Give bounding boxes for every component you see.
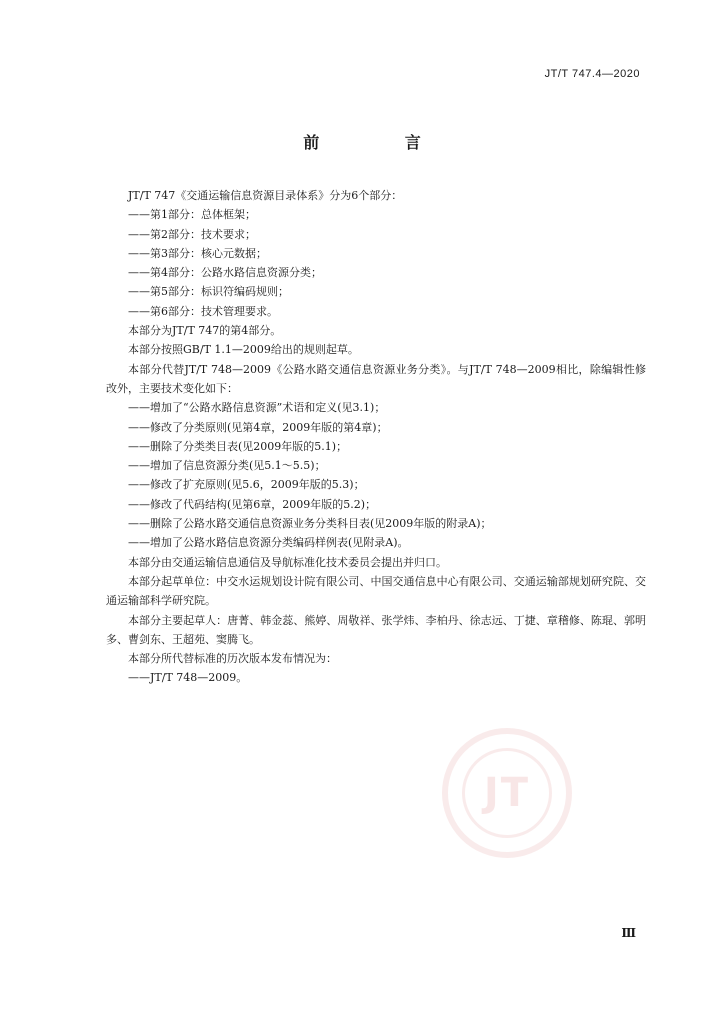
page-number: Ⅲ: [621, 926, 636, 940]
seal-text: JT: [483, 770, 531, 816]
part-item: ——第5部分：标识符编码规则；: [128, 285, 289, 299]
foreword-body: [106, 186, 646, 688]
change-item: ——修改了分类原则(见第4章，2009年版的第4章)；: [128, 420, 388, 434]
drafters-paragraph: 本部分主要起草人：唐菁、韩金蕊、熊婷、周敬祥、张学炜、李柏丹、徐志远、丁捷、章稽修、陈琨、郭明多、曹剑东、王超苑、窦腾飞。: [106, 613, 646, 646]
part-item: ——第2部分：技术要求；: [128, 227, 256, 241]
history-item: ——JT/T 748—2009。: [128, 671, 248, 685]
part-item: ——第1部分：总体框架；: [128, 208, 256, 222]
change-item: ——删除了分类类目表(见2009年版的5.1)；: [128, 439, 348, 453]
change-item: ——增加了“公路水路信息资源”术语和定义(见3.1)；: [128, 401, 386, 415]
drafting-units-paragraph: 本部分起草单位：中交水运规划设计院有限公司、中国交通信息中心有限公司、交通运输部规划研究院、交通运输部科学研究院。: [106, 574, 646, 608]
part-statement: 本部分为JT/T 747的第4部分。: [128, 324, 282, 338]
seal-inner-ring: [462, 748, 552, 838]
intro-line: JT/T 747《交通运输信息资源目录体系》分为6个部分：: [128, 189, 403, 202]
proposer-statement: 本部分由交通运输信息通信及导航标准化技术委员会提出并归口。: [128, 555, 447, 569]
jt-seal-watermark: [442, 728, 572, 858]
change-item: ——修改了扩充原则(见5.6，2009年版的5.3)；: [128, 478, 365, 492]
drafting-rule-statement: 本部分按照GB/T 1.1—2009给出的规则起草。: [128, 343, 359, 357]
part-item: ——第4部分：公路水路信息资源分类；: [128, 266, 322, 280]
history-intro: 本部分所代替标准的历次版本发布情况为：: [128, 652, 337, 666]
replacement-paragraph: 本部分代替JT/T 748—2009《公路水路交通信息资源业务分类》。与JT/T 748—2009相比，除编辑性修改外，主要技术变化如下：: [106, 362, 646, 395]
change-item: ——修改了代码结构(见第6章，2009年版的5.2)；: [128, 497, 377, 511]
page-title: 前 言: [303, 133, 461, 152]
change-item: ——删除了公路水路交通信息资源业务分类科目表(见2009年版的附录A)；: [128, 517, 492, 531]
change-item: ——增加了公路水路信息资源分类编码样例表(见附录A)。: [128, 536, 409, 550]
standard-code-header: JT/T 747.4—2020: [544, 68, 640, 80]
change-item: ——增加了信息资源分类(见5.1～5.5)；: [128, 459, 326, 473]
part-item: ——第6部分：技术管理要求。: [128, 304, 278, 318]
part-item: ——第3部分：核心元数据；: [128, 246, 267, 260]
